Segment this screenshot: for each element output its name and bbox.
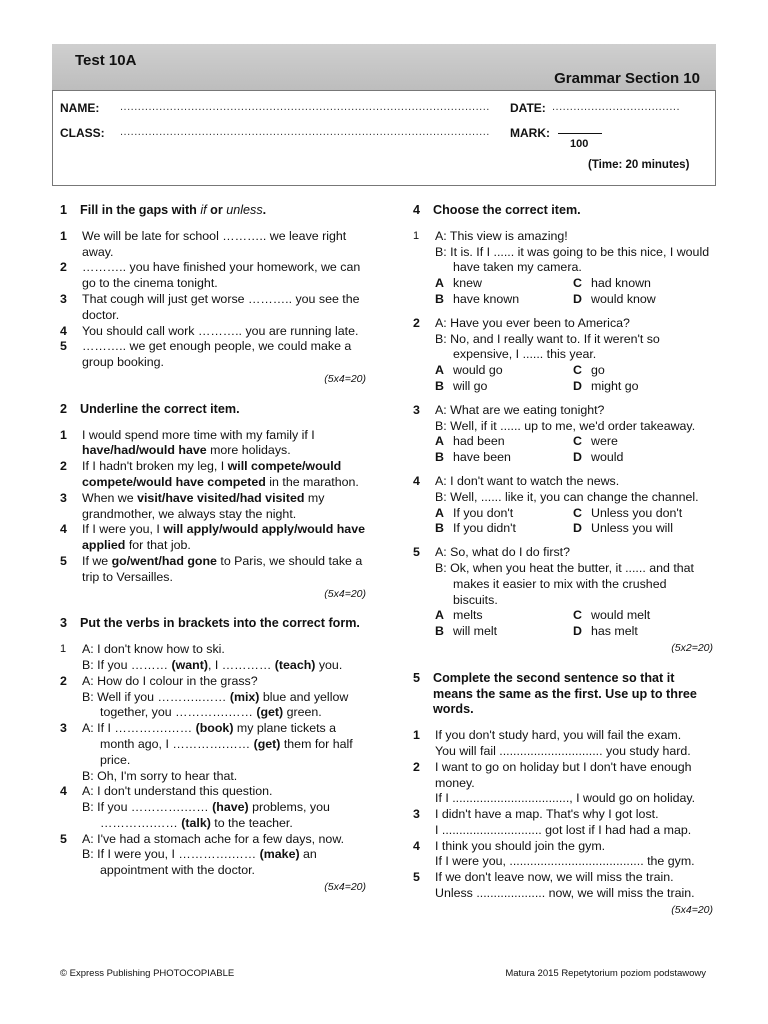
option-d[interactable]: would (591, 450, 624, 465)
list-item: 1 A: I don't know how to ski. B: If you ……… (want), I ………… (teach) you. (60, 642, 343, 672)
option-a[interactable]: would go (453, 363, 503, 378)
list-item: 3 That cough will just get worse ……….. you see the doctor. (60, 291, 360, 322)
option-d[interactable]: has melt (591, 624, 638, 639)
mark-total: 100 (570, 138, 589, 150)
list-item: 5 ……….. we get enough people, we could make a group booking. (60, 339, 352, 370)
list-item: 1 If you don't study hard, you will fail the exam. You will fail .............................. you study hard. (413, 728, 691, 758)
section-4-score: (5x2=20) (671, 641, 713, 654)
section-3-title: 3 Put the verbs in brackets into the correct form. (60, 616, 360, 631)
list-item: 3 I didn't have a map. That's why I got lost. I ............................. got lost if I had had a map. (413, 807, 692, 837)
option-d[interactable]: would know (591, 291, 656, 306)
section-4-title: 4 Choose the correct item. (413, 203, 581, 217)
test-title: Test 10A (75, 52, 137, 69)
left-column (60, 203, 366, 910)
list-item: 4 I think you should join the gym. If I were you, ....................................... the gym. (413, 838, 695, 869)
list-item: 4 You should call work ……….. you are running late. (60, 323, 359, 338)
list-item: 4 If I were you, I will apply/would apply/would have applied for that job. (60, 522, 365, 553)
section-3-score: (5x4=20) (324, 881, 366, 894)
publication-footer: Matura 2015 Repetytorium poziom podstawowy (505, 968, 706, 979)
option-c[interactable]: would melt (591, 608, 651, 623)
option-c[interactable]: had known (591, 276, 651, 291)
date-label: DATE: (510, 101, 546, 115)
list-item: 2 ……….. you have finished your homework, we can go to the cinema tonight. (60, 260, 361, 291)
option-a[interactable]: melts (453, 608, 483, 623)
section-title: Grammar Section 10 (554, 70, 700, 87)
list-item: 2 If I hadn't broken my leg, I will compete/would compete/would have competed in the marathon. (60, 459, 359, 489)
section-5-title: 5 Complete the second sentence so that it means the same as the first. Use up to three words. (413, 670, 697, 717)
section-2-title: 2 Underline the correct item. (60, 401, 240, 416)
option-b[interactable]: If you didn't (453, 521, 516, 536)
section-5-score: (5x4=20) (671, 903, 713, 916)
option-b[interactable]: will go (453, 378, 488, 393)
list-item: 3 A: If I ………….…… (book) my plane tickets a month ago, I ………….…… (get) them for half price. B: Oh, I'm sorry to hear that. (60, 721, 353, 783)
question-block: 1 A: This view is amazing! B: It is. If I ...... it was going to be this nice, I would have taken my camera. A knew C had known B have known D would know (413, 228, 710, 306)
list-item: 1 I would spend more time with my family if I have/had/would have more holidays. (60, 427, 315, 458)
question-block: 5 A: So, what do I do first? B: Ok, when you heat the butter, it ...... and that makes it easier to mix with the crushed biscuits. A melts C would melt B will melt D has melt (413, 545, 713, 640)
option-c[interactable]: go (591, 363, 605, 378)
option-d[interactable]: might go (591, 378, 639, 393)
question-block: 3 A: What are we eating tonight? B: Well, if it ...... up to me, we'd order takeaway. A had been C were B have been D would (413, 403, 713, 466)
option-d[interactable]: Unless you will (591, 521, 673, 536)
list-item: 5 If we don't leave now, we will miss the train. Unless .................... now, we will miss the train. (413, 870, 695, 901)
list-item: 2 I want to go on holiday but I don't have enough money. If I .................................., I would go on holiday. (413, 759, 696, 806)
option-a[interactable]: had been (453, 434, 505, 449)
question-block: 2 A: Have you ever been to America? B: No, and I really want to. If it weren't so expensive, I ...... this year. A would go C go B will go D might go (413, 316, 713, 395)
list-item: 5 If we go/went/had gone to Paris, we should take a trip to Versailles. (60, 553, 363, 584)
option-c[interactable]: Unless you don't (591, 505, 683, 520)
right-column (413, 203, 713, 933)
option-b[interactable]: have been (453, 450, 511, 465)
section-2-score: (5x4=20) (324, 587, 366, 600)
question-block: 4 A: I don't want to watch the news. B: Well, ...... like it, you can change the channel. A If you don't C Unless you don't B If you didn't D Unless you will (413, 474, 713, 537)
mark-fraction-line (558, 133, 602, 134)
option-c[interactable]: were (591, 434, 618, 449)
section-1-score: (5x4=20) (324, 372, 366, 385)
option-b[interactable]: will melt (453, 624, 498, 639)
time-limit: (Time: 20 minutes) (588, 159, 690, 171)
list-item: 2 A: How do I colour in the grass? B: Well if you ………..…… (mix) blue and yellow together, you ………….…… (get) green. (60, 673, 349, 720)
mark-label: MARK: (510, 126, 550, 140)
list-item: 1 We will be late for school ……….. we leave right away. (60, 228, 347, 259)
option-a[interactable]: If you don't (453, 505, 514, 520)
name-label: NAME: (60, 101, 100, 115)
list-item: 3 When we visit/have visited/had visited my grandmother, we always stay the night. (60, 490, 325, 521)
list-item: 5 A: I've had a stomach ache for a few days, now. B: If I were you, I ………….…… (make) an appointment with the doctor. (60, 831, 345, 878)
option-b[interactable]: have known (453, 291, 520, 306)
class-field[interactable]: ........................................................................................................ (120, 126, 490, 138)
class-label: CLASS: (60, 126, 105, 140)
option-a[interactable]: knew (453, 276, 482, 291)
list-item: 4 A: I don't understand this question. B: If you ………….…… (have) problems, you ………….…… (talk) to the teacher. (60, 784, 330, 830)
date-field[interactable]: .................................... (552, 101, 681, 113)
copyright-footer: © Express Publishing PHOTOCOPIABLE (60, 968, 235, 979)
section-1-title: 1 Fill in the gaps with if or unless. (60, 203, 267, 217)
name-field[interactable]: ........................................................................................................ (120, 101, 490, 113)
